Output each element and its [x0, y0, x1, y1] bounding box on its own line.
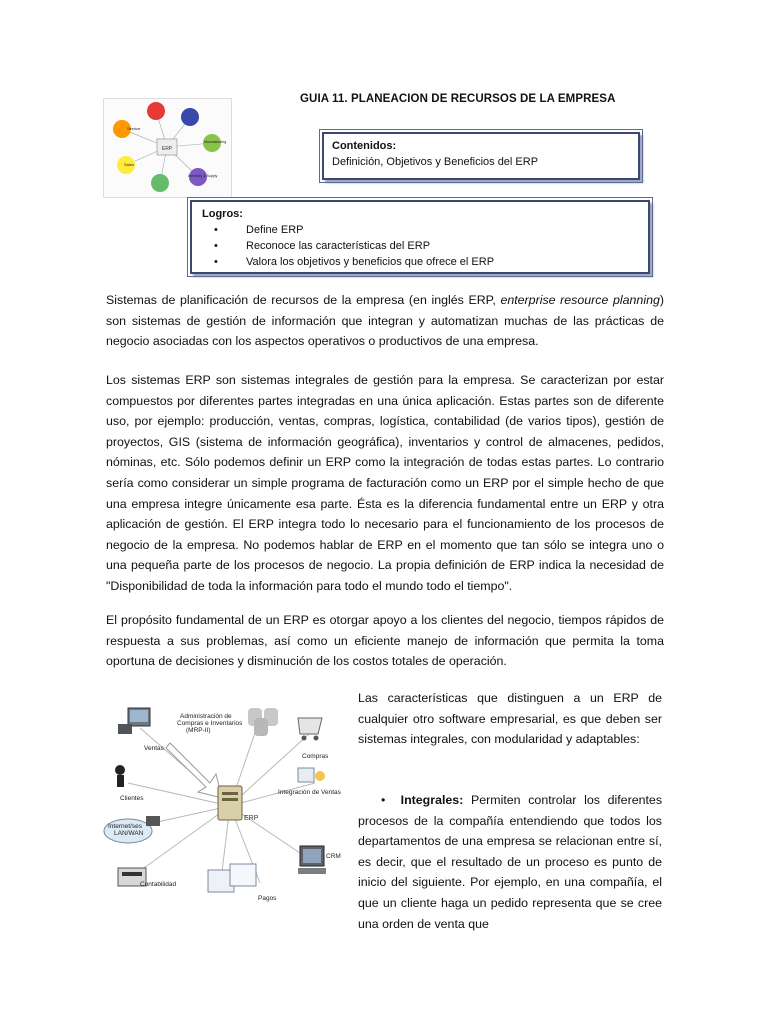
paragraph-erp-characteristics: Las características que distinguen a un ERP de cualquier otro software empresarial, es que deben ser sistemas integrales, con modularidad y adaptables: [358, 691, 662, 747]
integrales-text: Permiten controlar los diferentes procesos de la compañía entendiendo que todos los departamentos de una empresa se relacionan entre sí, es decir, que el resultado de un proceso es punto de inicio del siguiente. Por ejemplo, en una compañía, el que un cliente haga un pedido representa que se cree una orden de venta que [358, 793, 663, 931]
contenidos-box [322, 132, 640, 180]
contenidos-heading: Contenidos: [332, 140, 397, 152]
logros-item: • Define ERP [202, 222, 638, 238]
logros-item: • Valora los objetivos y beneficios que ofrece el ERP [202, 254, 638, 270]
diagram-clientes-label: Clientes [120, 795, 144, 802]
diagram-contabilidad-label: Contabilidad [140, 881, 177, 888]
paragraph1-text-after: ) son sistemas de gestión de información que integran y automatizan muchas de las prácticas de negocio asociadas con los aspectos operativos o productivos de una empresa. [106, 293, 665, 349]
logros-heading: Logros: [202, 208, 243, 220]
page-title: GUIA 11. PLANEACION DE RECURSOS DE LA EMPRESA [300, 93, 616, 105]
diagram-admin-label-3: (MRP-II) [186, 727, 211, 734]
paragraph1-italic: enterprise resource planning [500, 293, 660, 307]
mini-sales-label: Sales [124, 162, 135, 167]
diagram-admin-label: Administración de [180, 713, 232, 720]
logros-list [202, 222, 638, 270]
integrales-bullet: • [380, 793, 386, 807]
logros-item: • Reconoce las características del ERP [202, 238, 638, 254]
mini-service-label: Service [127, 126, 141, 131]
paragraph-erp-definition [106, 290, 664, 352]
mini-manufacturing-label: Manufacturing [204, 140, 227, 144]
paragraph-erp-purpose: El propósito fundamental de un ERP es otorgar apoyo a los clientes del negocio, tiempos rápidos de respuesta a sus problemas, así como un eficiente manejo de información que permita la toma oportuna de decisiones y disminución de los costos totales de operación. [106, 613, 664, 669]
contenidos-text: Definición, Objetivos y Beneficios del ERP [332, 156, 539, 168]
diagram-integracion-label: Integración de Ventas [278, 789, 341, 796]
paragraph-erp-systems: Los sistemas ERP son sistemas integrales de gestión para la empresa. Se caracterizan por estar compuestos por diferentes partes integradas en una única aplicación. Estas partes son de diferente uso, por ejemplo: producción, ventas, compras, logística, contabilidad (de varios tipos), gestión de proyectos, GIS (sistema de información geográfica), inventarios y control de almacenes, pedidos, nóminas, etc. Sólo podemos definir un ERP como la integración de todas estas partes. Lo contrario sería como considerar un simple programa de facturación como un ERP por el simple hecho de que una empresa integre únicamente esa parte. Ésta es la diferencia fundamental entre un ERP y otra aplicación de gestión. El ERP integra todo lo necesario para el funcionamiento de los procesos de negocio de la empresa. No podemos hablar de ERP en el momento que tan sólo se integra uno o una pequeña parte de los procesos de negocio. La propia definición de ERP indica la necesidad de "Disponibilidad de toda la información para todo el mundo todo el tiempo". [106, 373, 664, 593]
diagram-lan-label: LAN/WAN [114, 830, 144, 837]
diagram-compras-label: Compras [302, 753, 329, 760]
erp-modules-diagram [100, 688, 352, 918]
diagram-ventas-label: Ventas [144, 745, 164, 752]
paragraph1-text-before: Sistemas de planificación de recursos de la empresa (en inglés ERP, [106, 293, 501, 307]
diagram-admin-label-2: Compras e Inventarios [177, 720, 243, 727]
erp-overview-illustration [103, 98, 232, 198]
diagram-erp-label: ERP [244, 815, 259, 822]
paragraph-integrales [358, 790, 662, 934]
diagram-crm-label: CRM [326, 853, 341, 860]
diagram-internet-label: Internet/ses [108, 823, 142, 830]
logros-box [190, 200, 650, 274]
mini-inventory-label: Inventory & Supply [188, 174, 218, 178]
integrales-label: Integrales: [400, 793, 464, 807]
mini-erp-label: ERP [161, 146, 173, 152]
diagram-pagos-label: Pagos [258, 895, 277, 902]
